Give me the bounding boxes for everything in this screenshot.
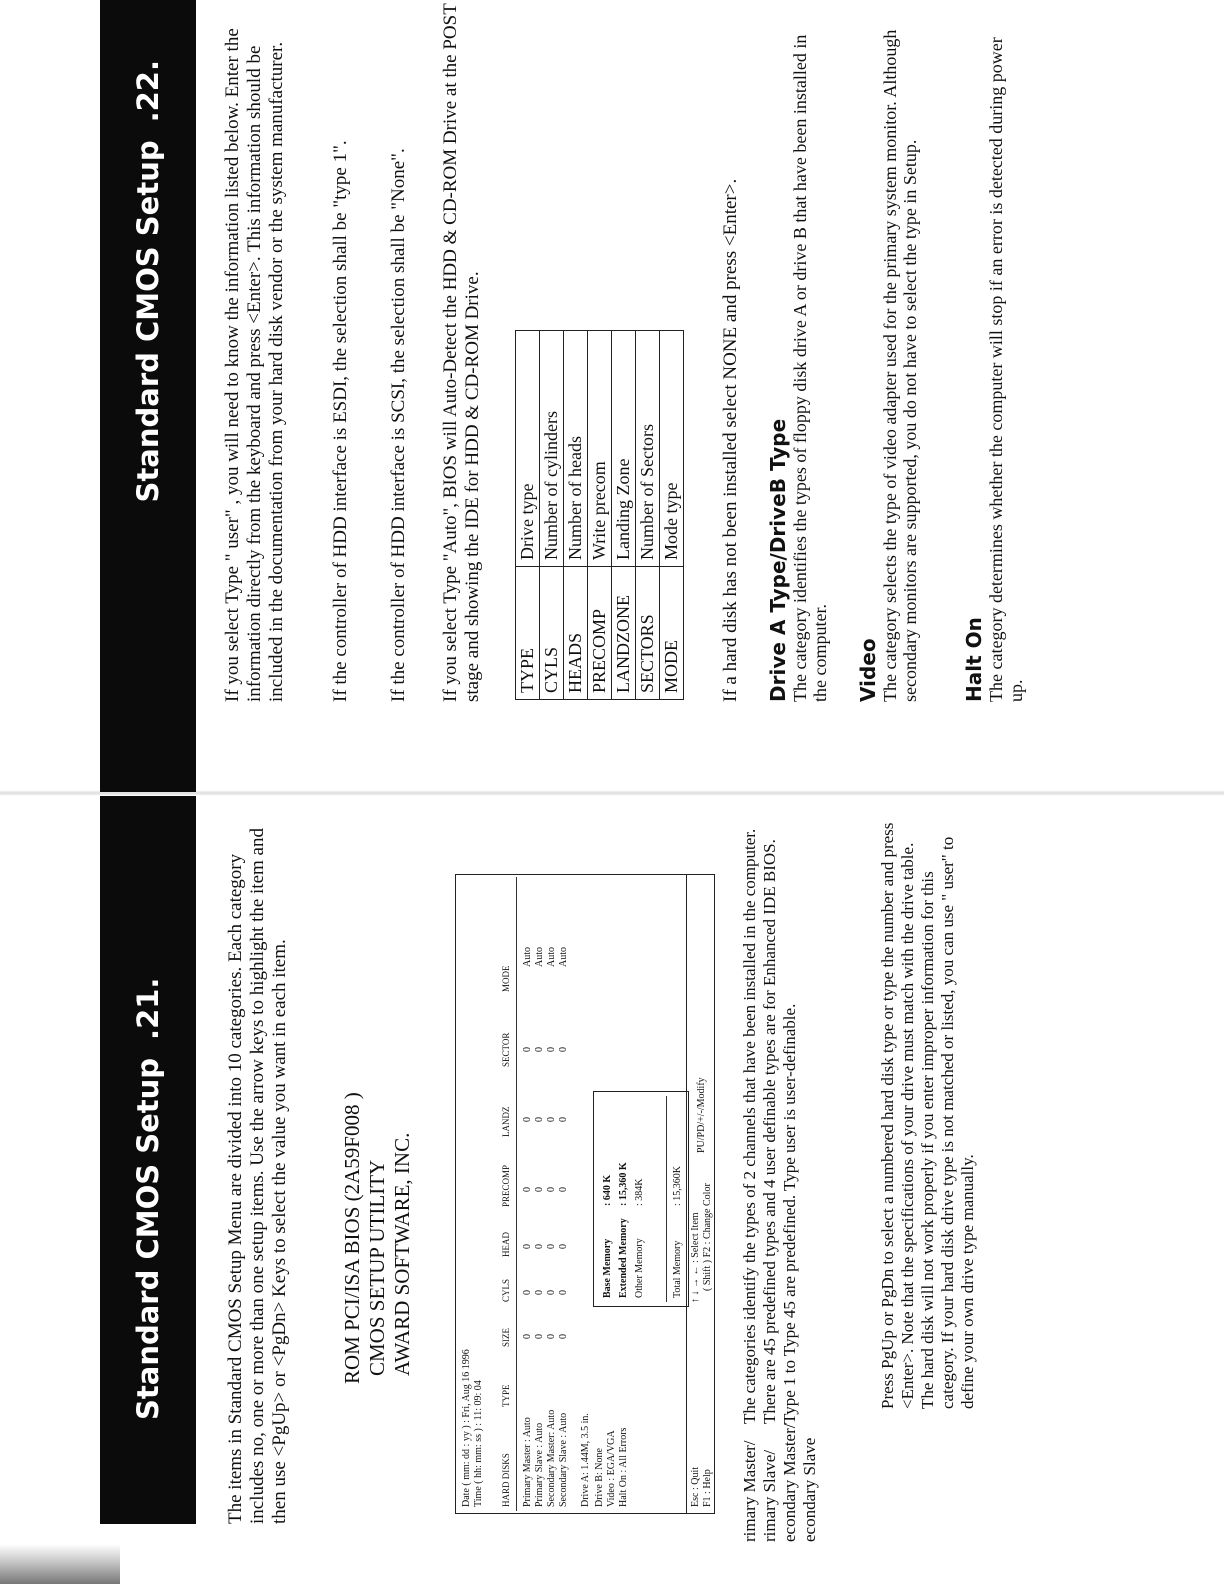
cell: 0 xyxy=(534,1290,545,1295)
table-row xyxy=(540,331,564,700)
side-label: rimary Master/ xyxy=(740,1440,759,1542)
page-header xyxy=(100,792,196,1524)
bios-setup-screen xyxy=(455,874,715,1514)
memory-row xyxy=(602,1098,614,1298)
cell: 0 xyxy=(558,1117,569,1122)
page-number: .21. xyxy=(131,977,165,1040)
cell: 0 xyxy=(522,1290,533,1295)
section-text-drive-type: The category identifies the types of floppy disk drive A or drive B that have been installed in the computer. xyxy=(790,34,830,702)
param-name: PRECOMP xyxy=(588,567,612,700)
cell: 0 xyxy=(546,1290,557,1295)
cell: 0 xyxy=(534,1334,545,1339)
table-row xyxy=(546,887,558,1507)
table-row xyxy=(558,887,570,1507)
disk-table-header xyxy=(500,887,512,1507)
col-header: TYPE xyxy=(501,1384,511,1407)
hard-disk-instructions: Press PgUp or PgDn to select a numbered hard disk type or type the number and press <Enter>. Note that the specifications of your drive must match with the drive table. The hard disk will not work properly if you enter improper information for this category. If your hard disk drive type is not matched or listed, you can use " user" to define your own drive type manually. xyxy=(878,822,977,1409)
memory-summary-box xyxy=(593,1091,689,1307)
rom-line: ROM PCI/ISA BIOS (2A59F008 ) xyxy=(340,1092,364,1384)
cell: 0 xyxy=(534,1047,545,1052)
cell: 0 xyxy=(558,1290,569,1295)
cell: 0 xyxy=(534,1117,545,1122)
col-header: LANDZ xyxy=(501,1106,511,1137)
memory-row xyxy=(634,1098,646,1298)
param-desc: Number of cylinders xyxy=(540,331,564,567)
cell: 0 xyxy=(558,1187,569,1192)
divider xyxy=(516,877,517,1511)
disk-name: Primary Master : Auto xyxy=(522,1417,533,1507)
memory-value: : 640 K xyxy=(602,1174,613,1206)
esc-quit-hint: Esc : Quit xyxy=(690,1467,701,1507)
cell: 0 xyxy=(522,1117,533,1122)
header-title: Standard CMOS Setup xyxy=(131,140,165,503)
cell: Auto xyxy=(534,947,545,967)
table-row xyxy=(588,331,612,700)
param-desc: Mode type xyxy=(660,331,684,567)
cell: 0 xyxy=(546,1334,557,1339)
page-number: .22. xyxy=(131,60,165,123)
scsi-paragraph: If the controller of HDD interface is SCSI, the selection shall be "None". xyxy=(388,148,409,702)
param-name: LANDZONE xyxy=(612,567,636,700)
side-label: econdary Slave xyxy=(800,1437,819,1542)
hard-disk-description: The categories identify the types of 2 channels that have been installed in the computer. There are 45 predefined types and 4 user definable types are for Enhanced IDE BIOS. Type 1 to Type 45 are predefined. Type user is user-definable. xyxy=(740,828,799,1424)
rom-title-block xyxy=(340,864,415,1384)
memory-value: : 15,360K xyxy=(672,1166,683,1206)
param-name: MODE xyxy=(660,567,684,700)
table-row xyxy=(516,331,540,700)
drive-parameter-table xyxy=(515,330,684,700)
section-text-video: The category selects the type of video adapter used for the primary system monitor. Although secondary monitors are supported, you do not have to select the type in Setup. xyxy=(880,29,920,702)
drive-b-line: Drive B: None xyxy=(594,1448,605,1507)
param-desc: Write precom xyxy=(588,331,612,567)
cell: 0 xyxy=(546,1187,557,1192)
cell: 0 xyxy=(558,1047,569,1052)
section-title-halt-on: Halt On xyxy=(962,617,986,702)
cell: 0 xyxy=(522,1244,533,1249)
auto-type-paragraph: If you select Type "Auto", BIOS will Auto-Detect the HDD & CD-ROM Drive at the POST stage and showing the IDE for HDD & CD-ROM Drive. xyxy=(440,3,483,702)
cell: Auto xyxy=(546,947,557,967)
section-title-drive-type: Drive A Type/DriveB Type xyxy=(766,418,790,702)
memory-value: : 15,360 K xyxy=(618,1162,629,1206)
table-row xyxy=(660,331,684,700)
cell: 0 xyxy=(558,1334,569,1339)
col-header: HARD DISKS xyxy=(501,1453,511,1507)
memory-label: Base Memory xyxy=(602,1238,613,1298)
table-row xyxy=(636,331,660,700)
cell: 0 xyxy=(534,1187,545,1192)
memory-label: Total Memory xyxy=(672,1240,683,1298)
table-row xyxy=(522,887,534,1507)
table-row xyxy=(564,331,588,700)
col-header: SIZE xyxy=(501,1328,511,1347)
halt-on-line: Halt On : All Errors xyxy=(618,1427,629,1507)
param-desc: Drive type xyxy=(516,331,540,567)
divider xyxy=(666,1096,667,1302)
table-row xyxy=(612,331,636,700)
time-line: Time ( hh: mm: ss ) : 11: 09: 04 xyxy=(473,1380,484,1507)
cell: 0 xyxy=(534,1244,545,1249)
cell: Auto xyxy=(558,947,569,967)
col-header: HEAD xyxy=(501,1232,511,1257)
divider xyxy=(686,875,687,1513)
memory-row xyxy=(618,1098,630,1298)
scan-shadow xyxy=(0,1544,120,1584)
cell: 0 xyxy=(522,1047,533,1052)
cell: 0 xyxy=(522,1187,533,1192)
cell: 0 xyxy=(546,1047,557,1052)
date-line: Date ( mm: dd : yy ) : Fri, Aug 16 1996 xyxy=(461,1349,472,1507)
rom-line: CMOS SETUP UTILITY xyxy=(365,1159,389,1376)
disk-name: Primary Slave : Auto xyxy=(534,1422,545,1507)
cell: Auto xyxy=(522,947,533,967)
cell: 0 xyxy=(546,1117,557,1122)
col-header: MODE xyxy=(501,965,511,992)
page-21 xyxy=(0,792,1224,1584)
side-label: econdary Master/ xyxy=(780,1423,799,1542)
param-desc: Landing Zone xyxy=(612,331,636,567)
cell: 0 xyxy=(522,1334,533,1339)
none-paragraph: If a hard disk has not been installed select NONE and press <Enter>. xyxy=(720,178,741,702)
change-color-hint: ( Shift ) F2 : Change Color xyxy=(702,1183,713,1291)
user-type-paragraph: If you select Type " user" , you will need to know the information listed below. Enter the information directly from the keyboard and press <Enter>. This information should be included in the documentation from your hard disk vendor or the system manufacturer. xyxy=(222,28,287,702)
esdi-paragraph: If the controller of HDD interface is ESDI, the selection shall be "type 1". xyxy=(330,140,351,702)
memory-label: Extended Memory xyxy=(618,1218,629,1298)
disk-name: Secondary Slave : Auto xyxy=(558,1412,569,1507)
intro-paragraph: The items in Standard CMOS Setup Menu are divided into 10 categories. Each category includes no, one or more than one setup items. Use the arrow keys to highlight the item and then use <PgUp> or <PgDn> Keys to select the value you want in each item. xyxy=(225,828,290,1524)
disk-name: Secondary Master: Auto xyxy=(546,1409,557,1507)
cell: 0 xyxy=(546,1244,557,1249)
cell: 0 xyxy=(558,1244,569,1249)
param-name: TYPE xyxy=(516,567,540,700)
page-header xyxy=(100,0,196,792)
col-header: SECTOR xyxy=(501,1032,511,1067)
f1-help-hint: F1 : Help xyxy=(702,1469,713,1507)
side-label: rimary Slave/ xyxy=(760,1449,779,1542)
section-text-halt-on: The category determines whether the computer will stop if an error is detected during power up. xyxy=(986,37,1026,702)
col-header: PRECOMP xyxy=(501,1164,511,1207)
drive-a-line: Drive A: 1.44M, 3.5 in. xyxy=(580,1413,591,1507)
total-memory-row xyxy=(672,1098,684,1298)
section-title-video: Video xyxy=(856,638,880,702)
param-desc: Number of Sectors xyxy=(636,331,660,567)
table-row xyxy=(534,887,546,1507)
param-name: SECTORS xyxy=(636,567,660,700)
param-name: HEADS xyxy=(564,567,588,700)
memory-value: : 384K xyxy=(634,1178,645,1206)
col-header: CYLS xyxy=(501,1278,511,1302)
header-title: Standard CMOS Setup xyxy=(131,1057,165,1420)
modify-hint: PU/PD/+/-/Modify xyxy=(696,1077,707,1153)
video-line: Video : EGA/VGA xyxy=(606,1430,617,1507)
select-item-hint: ↑ ↓ → ← : Select Item xyxy=(690,1212,701,1303)
memory-label: Other Memory xyxy=(634,1238,645,1298)
param-desc: Number of heads xyxy=(564,331,588,567)
param-name: CYLS xyxy=(540,567,564,700)
rom-line: AWARD SOFTWARE, INC. xyxy=(390,1132,414,1376)
